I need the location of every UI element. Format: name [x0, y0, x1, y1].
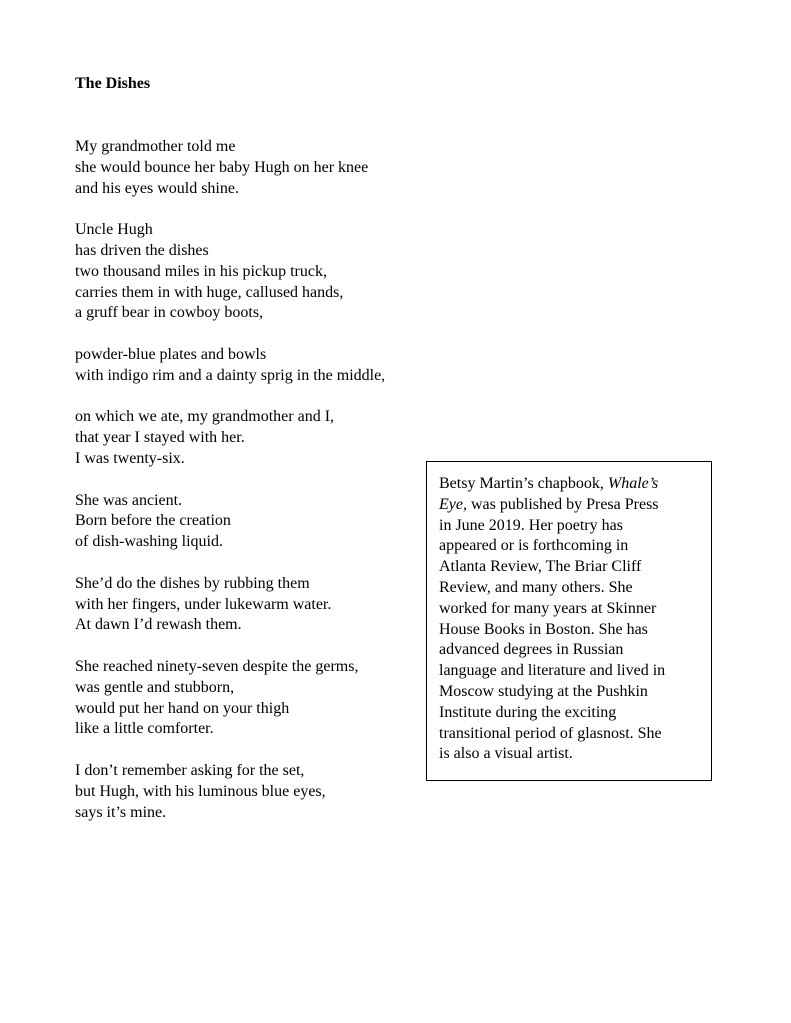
poem-stanza	[75, 220, 435, 324]
bio-line: in June 2019. Her poetry has	[439, 516, 623, 534]
poem-stanza	[75, 761, 435, 823]
poem-line: was gentle and stubborn,	[75, 678, 235, 696]
poem-line: has driven the dishes	[75, 241, 209, 259]
bio-line	[439, 474, 701, 495]
bio-line: Review, and many others. She	[439, 578, 633, 596]
poem-line: My grandmother told me	[75, 138, 236, 155]
bio-line: transitional period of glasnost. She	[439, 724, 662, 742]
poem-line: two thousand miles in his pickup truck,	[75, 262, 327, 280]
bio-line: Atlanta Review, The Briar Cliff	[439, 558, 642, 576]
book-title-italic: Whale’s	[607, 475, 659, 492]
bio-line	[439, 495, 701, 516]
poem-line: of dish-washing liquid.	[75, 533, 223, 551]
poem-line: on which we ate, my grandmother and I,	[75, 408, 335, 426]
bio-line: House Books in Boston. She has	[439, 620, 648, 638]
poem-stanza	[75, 407, 435, 469]
poem-line: with indigo rim and a dainty sprig in the middle,	[75, 366, 386, 384]
poem-line: and his eyes would shine.	[75, 179, 239, 197]
poem-line: She reached ninety-seven despite the germs,	[75, 657, 359, 675]
poem-line: like a little comforter.	[75, 720, 214, 738]
poem-line: I don’t remember asking for the set,	[75, 761, 305, 779]
poem-line: Uncle Hugh	[75, 221, 153, 239]
bio-text: was published by Presa Press	[466, 495, 659, 513]
poem-title: The Dishes	[75, 75, 151, 92]
poem-line: that year I stayed with her.	[75, 429, 245, 447]
bio-line: is also a visual artist.	[439, 745, 573, 763]
poem-line: I was twenty-six.	[75, 449, 185, 467]
poem-line: would put her hand on your thigh	[75, 699, 290, 717]
poem-line: Born before the creation	[75, 512, 231, 530]
author-bio-box	[426, 461, 712, 781]
bio-line: appeared or is forthcoming in	[439, 537, 629, 555]
poem-line: She was ancient.	[75, 491, 183, 509]
poem-line: powder-blue plates and bowls	[75, 345, 267, 363]
poem-line: a gruff bear in cowboy boots,	[75, 304, 264, 322]
poem-line: At dawn I’d rewash them.	[75, 616, 242, 634]
poem-body	[75, 137, 435, 844]
poem-line: She’d do the dishes by rubbing them	[75, 574, 310, 592]
poem-stanza	[75, 574, 435, 636]
bio-line: Moscow studying at the Pushkin	[439, 682, 648, 700]
poem-stanza	[75, 137, 435, 199]
poem-line: carries them in with huge, callused hands,	[75, 283, 344, 301]
poem-line: but Hugh, with his luminous blue eyes,	[75, 782, 326, 800]
bio-line: Institute during the exciting	[439, 703, 617, 721]
bio-line: language and literature and lived in	[439, 662, 666, 680]
poem-stanza	[75, 657, 435, 740]
poem-line: with her fingers, under lukewarm water.	[75, 595, 332, 613]
bio-line: advanced degrees in Russian	[439, 641, 624, 659]
bio-line: worked for many years at Skinner	[439, 599, 657, 617]
poem-line: says it’s mine.	[75, 803, 167, 821]
poem-stanza	[75, 345, 435, 387]
poem-stanza	[75, 491, 435, 553]
bio-text: Betsy Martin’s chapbook,	[439, 475, 608, 492]
book-title-italic: Eye,	[439, 495, 467, 513]
poem-line: she would bounce her baby Hugh on her knee	[75, 158, 369, 176]
